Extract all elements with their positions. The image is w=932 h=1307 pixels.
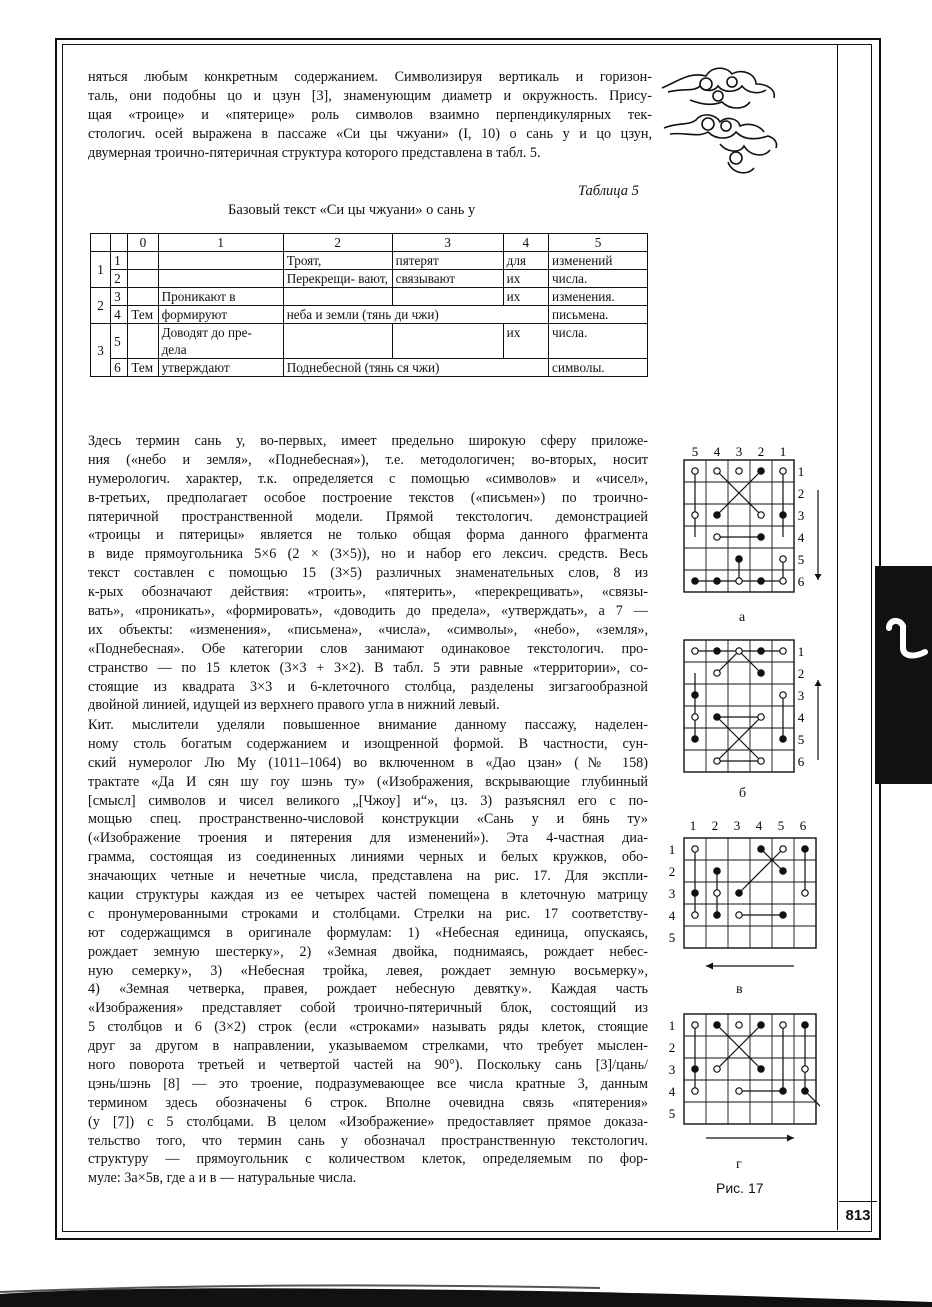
black-dot [692,1066,698,1072]
black-dot [692,890,698,896]
white-dot [714,890,720,896]
text-line: ния («небо и земля», «Поднебесная»), т.е. методологичен; во-вторых, носит [88,451,648,468]
white-dot [692,512,698,518]
row-label: 1 [797,464,805,479]
black-dot [736,890,742,896]
white-dot [736,912,742,918]
text-line: грамма, состоящая из соединенных линиями черных и белых кружков, обо- [88,849,648,866]
table-caption: Таблица 5 [578,183,639,199]
table-row: 1 1 Троят, пятерят для изменений [91,252,648,270]
white-dot [758,714,764,720]
text-line: мощью спец. пространственно-числовой конструкции «Сань у и бянь ту» [88,811,648,828]
black-dot [780,512,786,518]
table-row: 2 3 Проникают в их изменения. [91,288,648,306]
right-margin-rule [837,44,838,1230]
page-number: 813 [839,1201,877,1230]
text-line: кации структуры каждая из ее четырех частей помещена в клеточную матрицу [88,887,648,904]
text-line: стоящие из квадрата 3×3 и 6-клеточного столбца, разделены зигзагообразной [88,678,648,695]
chapter-glyph-icon [881,614,932,664]
figure-label-g: г [736,1157,742,1172]
row-label: 2 [797,486,805,501]
text-line: значающих четные и нечетные числа, представлена на рис. 17. Для экспли- [88,868,648,885]
white-dot [692,714,698,720]
chapter-tab [875,566,932,784]
figure-label-v: в [736,982,743,997]
text-line: нумерологич. характер, т.к. определяется с помощью «символов» и «чисел», [88,470,648,487]
column-label: 6 [799,818,807,833]
white-dot [780,1022,786,1028]
table-row: 2 Перекрещи- вают, связывают их числа. [91,270,648,288]
row-label: 1 [797,644,805,659]
row-label: 2 [668,1040,676,1055]
row-label: 5 [797,732,805,747]
text-line: ют содержащимся в оригинале формулам: 1) «Небесная единица, опускаясь, [88,924,648,941]
row-label: 6 [797,574,805,589]
figure-caption: Рис. 17 [716,1180,764,1196]
table-row: 4 Тем формируют неба и земли (тянь ди чжи) письмена. [91,306,648,324]
white-dot [802,1066,808,1072]
white-dot [714,468,720,474]
text-line: трактате «Да И сян шу гоу шэнь ту» («Изображения, вскрывающие глубинный [88,773,648,790]
black-dot [736,556,742,562]
text-line: «Поднебесная». Обе категории слов занимают одинаковое текстологич. про- [88,640,648,657]
text-line: ного поворота третьей и четвертой частей на 90°). Поскольку сань [3]/цань/ [88,1057,648,1074]
text-line: няться любым конкретным содержанием. Символизируя вертикаль и горизон- [88,69,652,85]
text-line: 5 столбцов и 6 (3×2) строк (если «строками» называть ряды клеток, стоящие [88,1019,648,1036]
row-label: 3 [797,688,805,703]
row-label: 5 [797,552,805,567]
column-label: 1 [689,818,697,833]
figure-17a-diagram [676,442,826,602]
black-dot [780,868,786,874]
text-line: термином здесь обозначены 6 строк. Вполне очевидна связь «пятерения» [88,1094,648,1111]
white-dot [780,846,786,852]
text-line: друг за другом в направлении, указываемом стрелками, что требует мыслен- [88,1038,648,1055]
black-dot [714,648,720,654]
black-dot [780,736,786,742]
black-dot [714,868,720,874]
black-dot [780,912,786,918]
white-dot [758,512,764,518]
row-label: 4 [797,710,805,725]
text-line: муле: 3а×5в, где а и в — натуральные числа. [88,1170,357,1187]
white-dot [780,468,786,474]
white-dot [692,648,698,654]
table-row: 6 Тем утверждают Поднебесной (тянь ся чжи) символы. [91,359,648,377]
figure-17b-diagram [676,634,826,784]
row-label: 1 [668,1018,676,1033]
black-dot [758,468,764,474]
white-dot [714,534,720,540]
text-line: двойной линией, идущей из верхнего правого угла в нижний левый. [88,697,500,714]
text-line: 4) «Земная четверка, правея, рождает небесную девятку». Каждая часть [88,981,648,998]
white-dot [692,1088,698,1094]
white-dot [780,648,786,654]
white-dot [736,1088,742,1094]
black-dot [692,578,698,584]
white-dot [736,468,742,474]
black-dot [714,714,720,720]
text-line: ную семерку», 3) «Небесная тройка, левея, рождает земную восьмерку», [88,962,648,979]
white-dot [692,1022,698,1028]
white-dot [714,670,720,676]
column-label: 5 [691,444,699,459]
white-dot [692,846,698,852]
text-line: таль, они подобны цо и цзун [3], знаменующим диаметр и окружность. Прису- [88,87,652,104]
text-line: вать», «проникать», «формировать», «доводить до предела», «утверждать», а 7 — [88,603,648,620]
black-dot [802,1088,808,1094]
text-line: к-рых обозначают действия: «троить», «пятерить», «перекрещивать», «связы- [88,584,648,601]
table-header-row: 0 1 2 3 4 5 [91,234,648,252]
black-dot [714,912,720,918]
connector-line [739,849,783,893]
figure-label-a: а [739,610,746,625]
text-line: [смысл] символов и чисел великого „[Чжоу] и“», цз. 3) разъяснял его с по- [88,792,648,809]
scan-edge-smear [0,1280,932,1307]
black-dot [802,846,808,852]
white-dot [736,1022,742,1028]
table-title: Базовый текст «Си цы чжуани» о сань у [228,202,476,218]
figure-17d-diagram [660,1010,820,1150]
text-line: «троицы и пятерицы» является не только общая форма данного фрагмента [88,527,648,544]
column-label: 5 [777,818,785,833]
text-line: стологич. осей выражена в пассаже «Си цы чжуани» (I, 10) о сань у и цо цзун, [88,125,652,142]
row-label: 1 [668,842,676,857]
column-label: 3 [733,818,741,833]
black-dot [714,1022,720,1028]
white-dot [692,468,698,474]
white-dot [780,578,786,584]
black-dot [780,1088,786,1094]
row-label: 5 [668,1106,676,1121]
column-label: 2 [711,818,719,833]
white-dot [758,758,764,764]
white-dot [780,692,786,698]
black-dot [714,512,720,518]
black-dot [758,1066,764,1072]
white-dot [736,578,742,584]
text-line: рождает земную шестерку», 2) «Земная двойка, поднимаясь, рождает небес- [88,943,648,960]
black-dot [758,670,764,676]
column-label: 1 [779,444,787,459]
white-dot [780,556,786,562]
row-label: 6 [797,754,805,769]
black-dot [758,846,764,852]
black-dot [758,1022,764,1028]
black-dot [758,648,764,654]
figure-label-b: б [739,786,747,801]
text-line: их объекты: «изменения», «письмена», «числа», «символы», «небо», «земля», [88,621,648,638]
text-line: двумерная троично-пятеричная структура которого представлена в табл. 5. [88,144,541,161]
row-label: 5 [668,930,676,945]
table-row: 3 5 Доводят до пре- дела их числа. [91,324,648,359]
row-label: 3 [797,508,805,523]
black-dot [758,534,764,540]
text-line: Кит. мыслители уделяли повышенное внимание данному пассажу, наделен- [88,717,648,733]
text-line: с пронумерованными строками и столбцами. Стрелки на рис. 17 соответству- [88,905,648,922]
text-line: цэнь/шэнь [8] — это троение, подразумевающее все числа кратные 3, данным [88,1075,648,1092]
arrow-head [787,1135,794,1142]
text-line: ному столь богатым содержанием и изощренной формой. В частности, сун- [88,735,648,752]
row-label: 2 [797,666,805,681]
white-dot [692,912,698,918]
text-line: тельство того, что термин сань у обозначал пространственную текстологич. [88,1132,648,1149]
text-line: в виде прямоугольника 5×6 (2 × (3×5)), но и набор его лексич. средств. Весь [88,546,648,563]
figure-17c-diagram [660,814,820,974]
black-dot [714,578,720,584]
text-line: (у [7]) с 5 столбцами. В целом «Изображение» предоставляет прямое доказа- [88,1113,648,1130]
arrow-head [706,963,713,970]
black-dot [692,736,698,742]
row-label: 2 [668,864,676,879]
text-line: «Изображения» представляет собой троично-пятеричный блок, состоящий из [88,1000,648,1017]
text-line: странство — по 15 клеток (3×3 + 3×2). В табл. 5 эти равные «территории», со- [88,659,648,676]
main-paragraph-b [88,716,648,1188]
white-dot [736,648,742,654]
table-5 [90,233,648,377]
text-line: в-третьих, предполагает особое построение текстов («письмен») по троично- [88,489,648,506]
top-paragraph [88,68,652,162]
white-dot [714,1066,720,1072]
text-line: щая «троице» и «пятерице» роль символов взаимно перпендикулярных тек- [88,106,652,123]
text-line: ский нумеролог Лю Му (1011–1064) во включенном в «Дао цзан» (№ 158) [88,754,648,771]
text-line: Здесь термин сань у, во-первых, имеет предельно широкую сферу приложе- [88,433,648,449]
main-paragraph-a [88,432,648,715]
column-label: 2 [757,444,765,459]
row-label: 4 [668,1084,676,1099]
cloud-ornament-icon [660,62,780,182]
text-line: пятеричной пространственной модели. Прямой текстологич. демонстрацией [88,508,648,525]
arrow-head [815,680,822,686]
black-dot [758,578,764,584]
white-dot [802,890,808,896]
row-label: 4 [668,908,676,923]
black-dot [802,1022,808,1028]
text-line: структуру — прямоугольник с количеством клеток, определяемым по фор- [88,1151,648,1168]
row-label: 3 [668,1062,676,1077]
row-label: 4 [797,530,805,545]
black-dot [692,692,698,698]
row-label: 3 [668,886,676,901]
column-label: 3 [735,444,743,459]
text-line: («Изображение троения и пятерения для изменений»). Эта 4-частная диа- [88,830,648,847]
white-dot [714,758,720,764]
column-label: 4 [713,444,721,459]
column-label: 4 [755,818,763,833]
arrow-head [815,574,822,580]
text-line: текст составлен с помощью 15 (3×5) различных знаменательных слов, 8 из [88,565,648,582]
